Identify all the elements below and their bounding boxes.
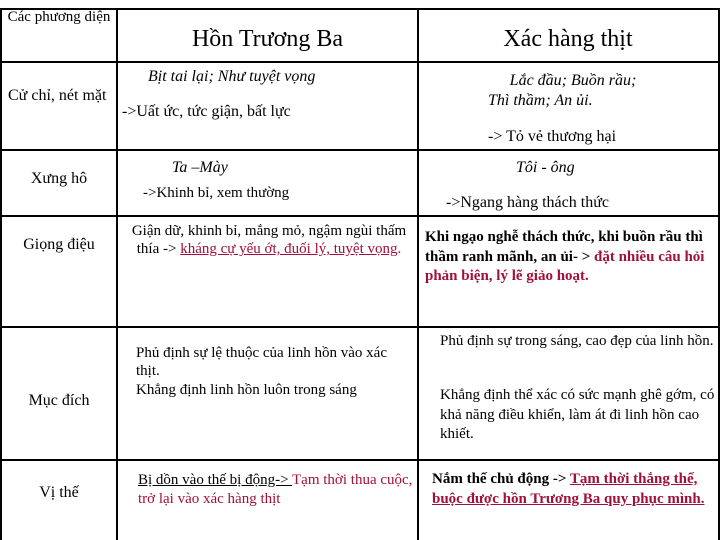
xac-tone-text (425, 228, 715, 287)
hon-tone-highlight: kháng cự yếu ớt, đuối lý, tuyệt vọng (180, 241, 398, 258)
row-label-position: Vị thế (39, 484, 79, 501)
xac-purpose-line2: Khẳng định thể xác có sức mạnh ghê gớm, có khả năng điều khiển, làm át đi linh hồn cao khiết. (440, 387, 715, 442)
hon-gestures-line1: Bịt tai lại; Như tuyệt vọng (148, 68, 316, 85)
row-label-gestures: Cử chỉ, nét mặt (8, 87, 107, 104)
hon-tone-part1: Giận dữ, khinh bỉ, mắng mỏ, ngậm ngùi thấm thía -> (131, 223, 407, 258)
row-label-tone: Giọng điệu (23, 236, 95, 253)
xac-position-highlight: Tạm thời thắng thế, buộc được hồn Trương Ba quy phục mình. (432, 471, 705, 507)
xac-purpose-line1: Phủ định sự trong sáng, cao đẹp của linh hồn. (440, 333, 714, 349)
row-divider-4 (0, 326, 720, 328)
row-divider-3 (0, 215, 720, 217)
row-label-purpose: Mục đích (28, 392, 90, 409)
hon-address-line2: ->Khinh bỉ, xem thường (143, 185, 290, 201)
xac-tone-highlight: đặt nhiều câu hỏi phản biện, lý lẽ giảo hoạt. (425, 248, 705, 284)
xac-gestures-line3: -> Tỏ vẻ thương hại (488, 128, 617, 145)
hon-position-highlight: Tạm thời thua cuộc, trở lại vào xác hàng thịt (138, 472, 413, 507)
xac-address-line2: ->Ngang hàng thách thức (446, 194, 609, 211)
row-divider-5 (0, 459, 720, 461)
hon-purpose-text: Phủ định sự lệ thuộc của linh hồn vào xác thịt. Khẳng định linh hồn luôn trong sáng (136, 345, 388, 398)
xac-gestures-line1: Lắc đầu; Buồn rầu; (509, 72, 637, 89)
row-divider-1 (0, 61, 720, 63)
row-divider-2 (0, 149, 720, 151)
hon-address-line1: Ta –Mày (172, 159, 228, 176)
header-xac-hang-thit: Xác hàng thịt (503, 26, 633, 52)
xac-position-part1: Nắm thế chủ động -> (432, 471, 570, 487)
hon-position-text (138, 471, 413, 509)
header-aspects: Các phương diện (7, 9, 111, 25)
xac-tone-part1: Khi ngạo nghễ thách thức, khi buồn rầu thì thầm ranh mãnh, an ủi- > (425, 229, 703, 265)
hon-gestures-line2: ->Uất ức, tức giận, bất lực (122, 103, 291, 120)
hon-tone-text (124, 222, 414, 259)
xac-address-line1: Tôi - ông (516, 159, 575, 176)
header-hon-truong-ba: Hồn Trương Ba (191, 26, 344, 52)
xac-gestures-line2: Thì thầm; An ủi. (488, 92, 593, 109)
row-label-address: Xưng hô (30, 170, 88, 187)
hon-position-part1: Bị dồn vào thế bị động-> (138, 472, 293, 488)
hon-tone-part3: . (397, 241, 402, 258)
xac-position-text (432, 470, 718, 509)
